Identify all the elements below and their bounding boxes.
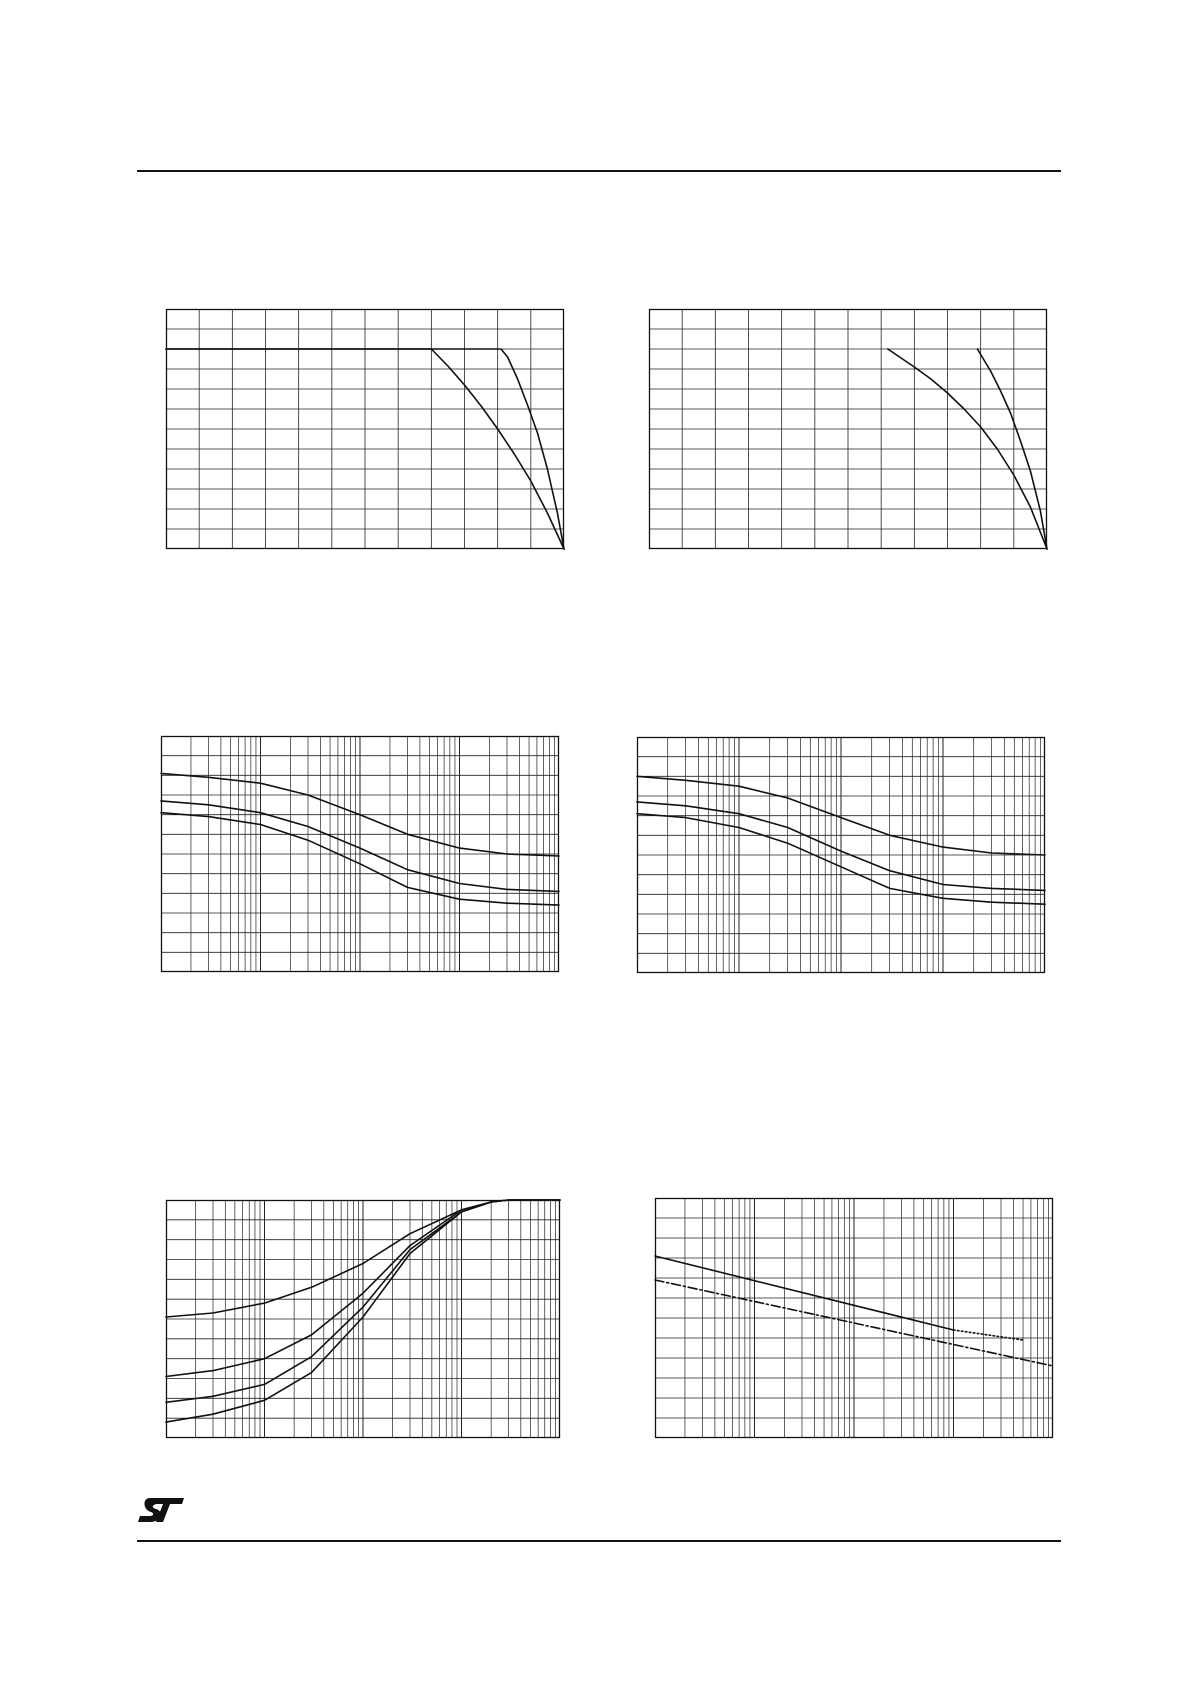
- chart-1: [166, 309, 564, 549]
- chart-6: [655, 1198, 1053, 1438]
- chart-3: [161, 736, 559, 972]
- header-rule: [137, 170, 1061, 172]
- footer-rule: [137, 1540, 1061, 1542]
- chart-2: [649, 309, 1047, 549]
- st-logo-icon: [136, 1496, 186, 1524]
- series-line-1: [655, 1256, 954, 1330]
- series-line-2: [954, 1330, 1024, 1340]
- chart-5: [166, 1200, 560, 1438]
- chart-4: [637, 737, 1045, 973]
